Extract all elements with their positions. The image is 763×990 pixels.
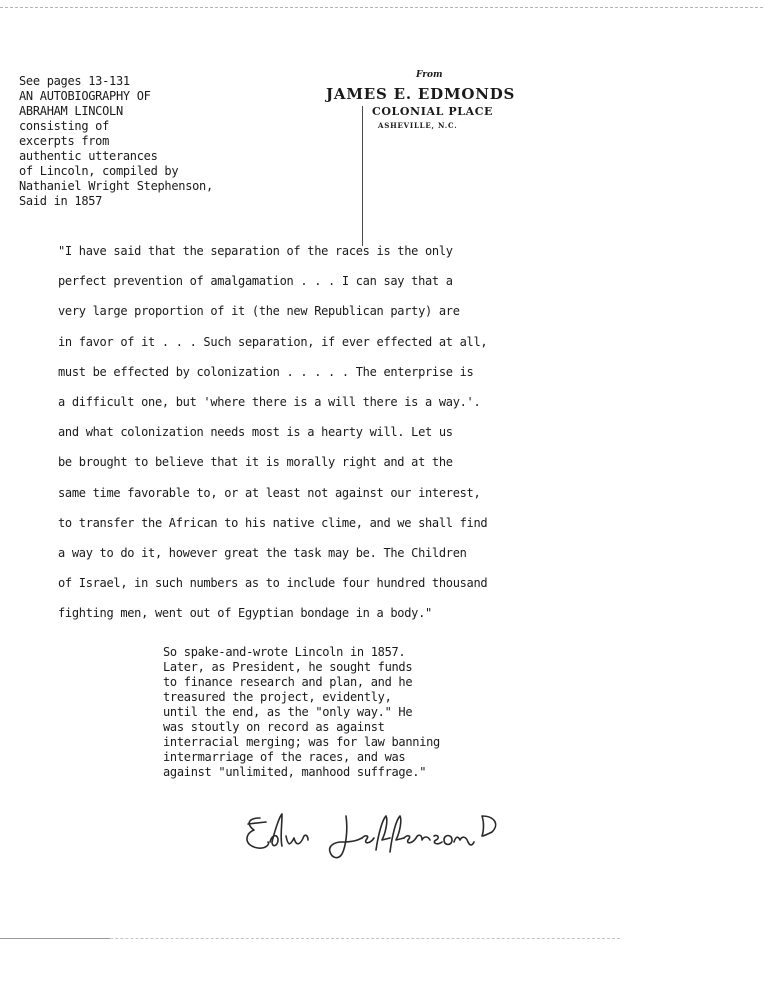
commentary-line: against "unlimited, manhood suffrage." (163, 765, 427, 779)
quote-line: a difficult one, but 'where there is a will there is a way.'. (58, 395, 481, 410)
reference-line: authentic utterances (19, 149, 158, 163)
reference-line: of Lincoln, compiled by (19, 164, 179, 178)
reference-line: ABRAHAM LINCOLN (19, 104, 123, 118)
lincoln-quote (58, 236, 487, 629)
quote-line: perfect prevention of amalgamation . . . I can say that a (58, 274, 453, 289)
quote-line: fighting men, went out of Egyptian bondage in a body." (58, 606, 432, 621)
reference-note (19, 74, 213, 209)
letterhead-from-label: From (416, 70, 443, 80)
quote-line: in favor of it . . . Such separation, if ever effected at all, (58, 334, 488, 349)
handwritten-signature (238, 806, 508, 876)
reference-line: See pages 13-131 (19, 74, 130, 88)
commentary-line: to finance research and plan, and he (163, 675, 413, 689)
reference-line: AN AUTOBIOGRAPHY OF (19, 89, 151, 103)
quote-line: very large proportion of it (the new Republican party) are (58, 304, 460, 319)
quote-line: and what colonization needs most is a hearty will. Let us (58, 425, 453, 440)
quote-line: a way to do it, however great the task may be. The Children (58, 546, 467, 561)
quote-line: "I have said that the separation of the races is the only (58, 244, 453, 258)
commentary-line: interracial merging; was for law banning (163, 735, 440, 749)
bottom-edge-rule-solid (0, 938, 110, 939)
quote-line: of Israel, in such numbers as to include four hundred thousand (58, 576, 488, 591)
quote-line: be brought to believe that it is morally right and at the (58, 455, 453, 470)
quote-line: to transfer the African to his native clime, and we shall find (58, 515, 488, 530)
letterhead-pen-line (362, 106, 363, 246)
reference-line: Nathaniel Wright Stephenson, (19, 179, 213, 193)
letterhead-street: COLONIAL PLACE (372, 105, 494, 118)
letterhead-name: JAMES E. EDMONDS (326, 85, 516, 103)
reference-line: Said in 1857 (19, 194, 103, 208)
commentary-line: treasured the project, evidently, (163, 690, 392, 704)
commentary-line: Later, as President, he sought funds (163, 660, 413, 674)
commentary (163, 645, 440, 780)
commentary-line: So spake-and-wrote Lincoln in 1857. (163, 645, 406, 659)
quote-line: same time favorable to, or at least not against our interest, (58, 485, 481, 500)
reference-line: excerpts from (19, 134, 110, 148)
reference-line: consisting of (19, 119, 110, 133)
commentary-line: was stoutly on record as against (163, 720, 385, 734)
commentary-line: until the end, as the "only way." He (163, 705, 413, 719)
letterhead-city: ASHEVILLE, N.C. (378, 121, 458, 130)
commentary-line: intermarriage of the races, and was (163, 750, 406, 764)
top-edge-rule (0, 0, 763, 8)
quote-line: must be effected by colonization . . . . . The enterprise is (58, 364, 474, 379)
